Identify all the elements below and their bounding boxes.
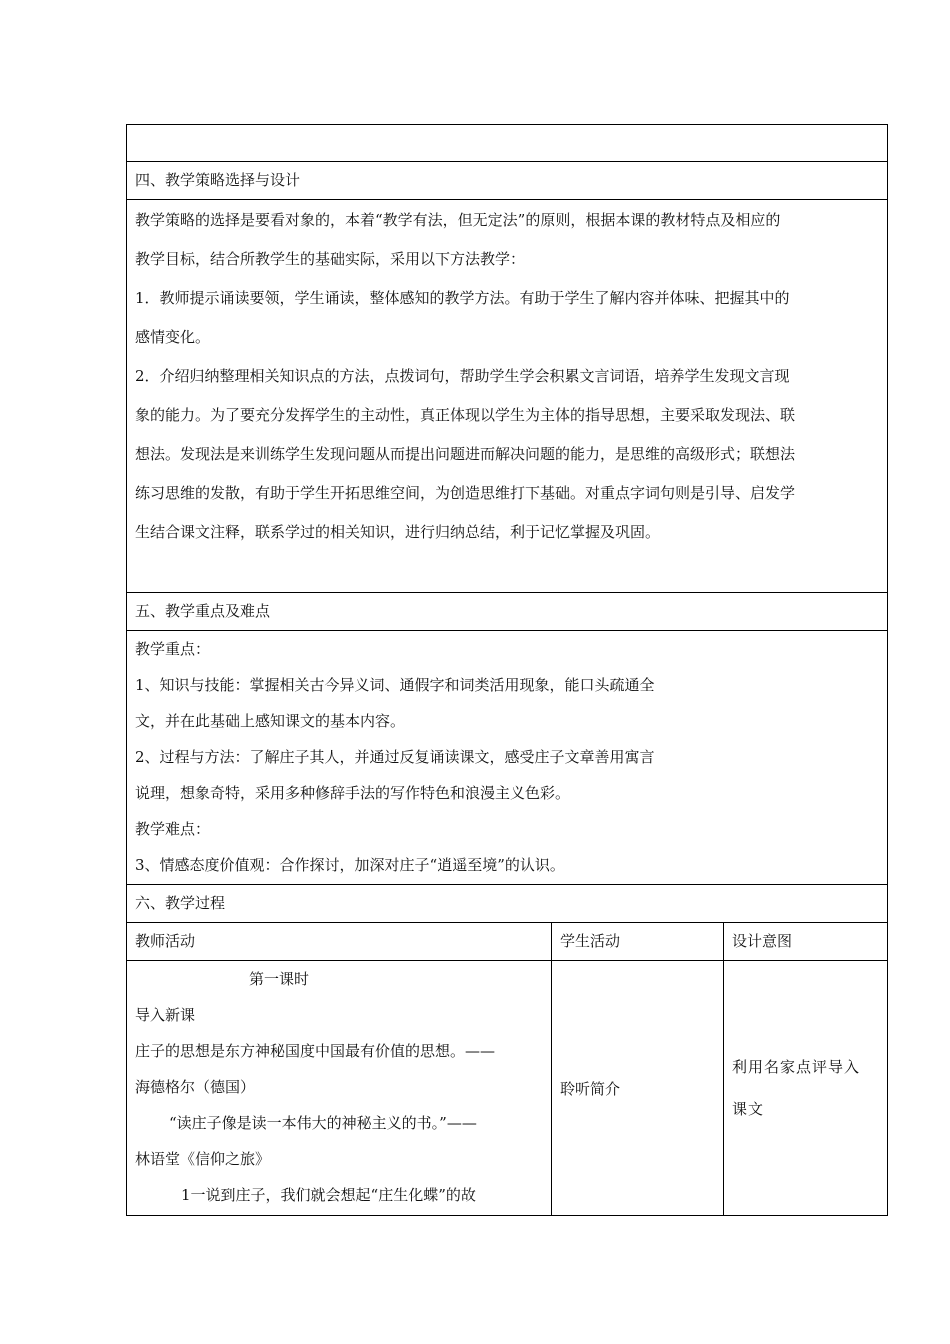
section4-header-row	[127, 162, 888, 200]
paragraph-line: 1．教师提示诵读要领，学生诵读，整体感知的教学方法。有助于学生了解内容并体味、把握其中的	[135, 289, 790, 307]
focus-line: 文，并在此基础上感知课文的基本内容。	[135, 712, 406, 730]
paragraph-line: 想法。发现法是来训练学生发现问题从而提出问题进而解决问题的能力，是思维的高级形式；联想法	[135, 445, 796, 463]
process-row	[127, 961, 888, 1216]
section6-title: 六、教学过程	[127, 885, 888, 923]
paragraph-line: 教学目标，结合所教学生的基础实际，采用以下方法教学：	[135, 250, 526, 268]
blank-cell	[127, 125, 888, 162]
blank-row	[127, 125, 888, 162]
focus-line: 说理，想象奇特，采用多种修辞手法的写作特色和浪漫主义色彩。	[135, 784, 571, 802]
paragraph-line: 生结合课文注释，联系学过的相关知识，进行归纳总结，利于记忆掌握及巩固。	[135, 523, 661, 541]
focus-line: 教学重点：	[135, 640, 211, 658]
lesson-heading: 第一课时	[248, 970, 309, 988]
focus-line: 教学难点：	[135, 820, 211, 838]
process-column-headers	[127, 923, 888, 961]
column-header-intent: 设计意图	[724, 923, 888, 961]
paragraph-line: 象的能力。为了要充分发挥学生的主动性，真正体现以学生为主体的指导思想，主要采取发现法、联	[135, 406, 796, 424]
student-activity-cell	[552, 961, 724, 1216]
section5-title: 五、教学重点及难点	[127, 593, 888, 631]
paragraph-line: 教学策略的选择是要看对象的，本着“教学有法，但无定法”的原则，根据本课的教材特点及相应的	[135, 211, 781, 229]
column-header-student: 学生活动	[552, 923, 724, 961]
teacher-line: 林语堂《信仰之旅》	[135, 1150, 271, 1168]
section5-body	[127, 631, 888, 885]
section4-title: 四、教学策略选择与设计	[127, 162, 888, 200]
teacher-line: 导入新课	[135, 1006, 196, 1024]
paragraph-line: 练习思维的发散，有助于学生开拓思维空间，为创造思维打下基础。对重点字词句则是引导、启发学	[135, 484, 796, 502]
teacher-line: 庄子的思想是东方神秘国度中国最有价值的思想。——	[135, 1042, 496, 1060]
section4-body-row	[127, 200, 888, 593]
section6-header-row	[127, 885, 888, 923]
design-intent-cell	[724, 961, 888, 1216]
teacher-activity-cell	[127, 961, 552, 1216]
teacher-line: “读庄子像是读一本伟大的神秘主义的书。”——	[169, 1114, 477, 1132]
teacher-line: 海德格尔（德国）	[135, 1078, 256, 1096]
section4-body	[127, 200, 888, 593]
student-activity-text: 聆听简介	[560, 1079, 621, 1098]
paragraph-line: 2．介绍归纳整理相关知识点的方法，点拨词句，帮助学生学会积累文言词语，培养学生发现文言现	[135, 367, 790, 385]
focus-line: 2、过程与方法：了解庄子其人，并通过反复诵读课文，感受庄子文章善用寓言	[135, 748, 655, 766]
intent-line: 利用名家点评导入	[732, 1058, 861, 1076]
lesson-plan-page	[126, 124, 887, 1216]
paragraph-line: 感情变化。	[135, 328, 211, 346]
section5-body-row	[127, 631, 888, 885]
focus-line: 1、知识与技能：掌握相关古今异义词、通假字和词类活用现象，能口头疏通全	[135, 676, 655, 694]
column-header-teacher: 教师活动	[127, 923, 552, 961]
section5-header-row	[127, 593, 888, 631]
teacher-line: 1一说到庄子，我们就会想起“庄生化蝶”的故	[181, 1186, 476, 1204]
intent-line: 课文	[732, 1100, 765, 1118]
focus-line: 3、情感态度价值观：合作探讨，加深对庄子“逍遥至境”的认识。	[135, 856, 565, 874]
lesson-plan-table	[126, 124, 888, 1216]
